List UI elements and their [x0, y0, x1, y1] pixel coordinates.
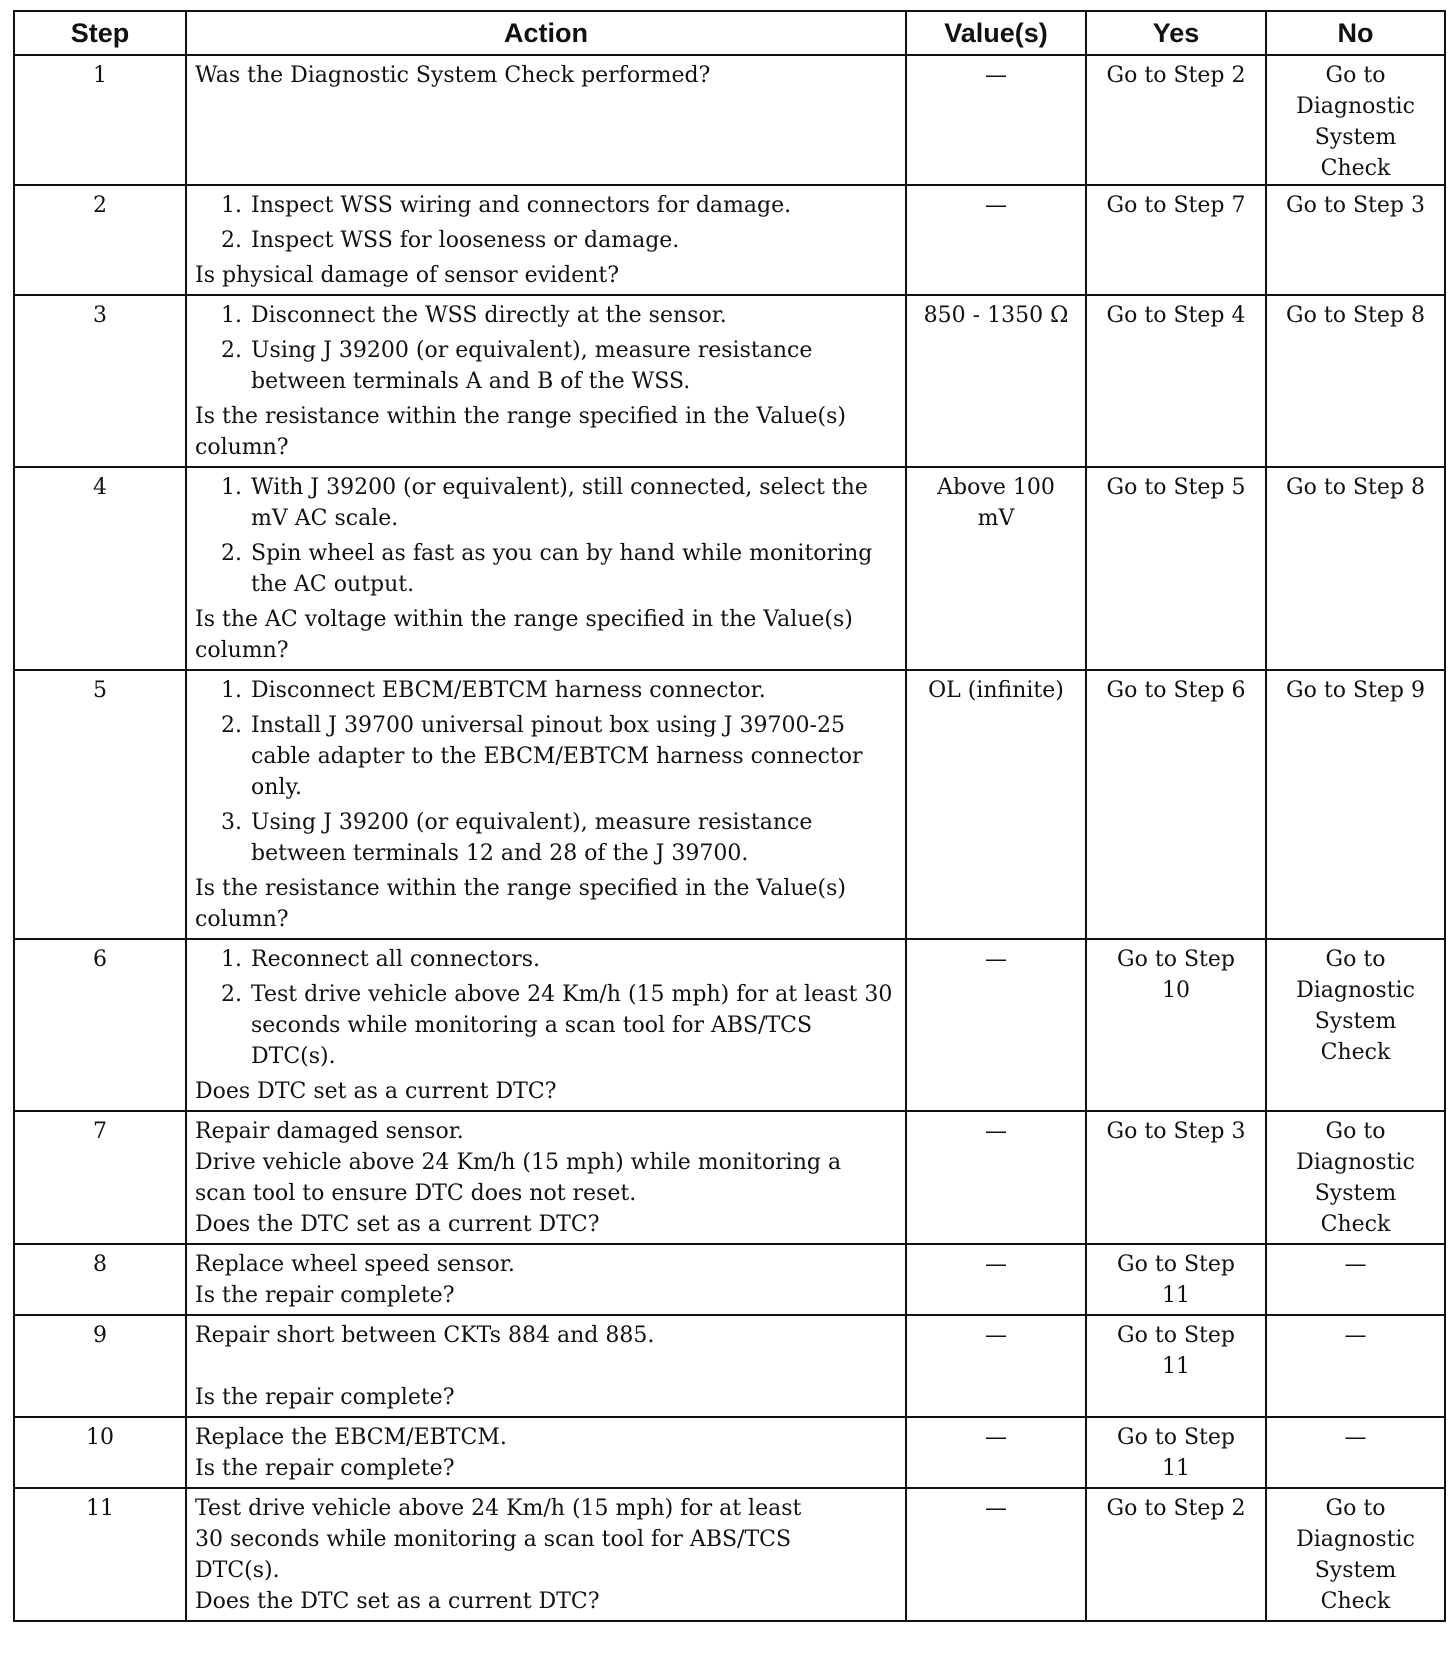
- yes-line: Go to Step: [1117, 1323, 1235, 1348]
- header-step: Step: [14, 11, 186, 55]
- step-number: 6: [14, 939, 186, 1111]
- value-line: 850 - 1350 Ω: [923, 303, 1069, 328]
- no-line: Go to Step 3: [1286, 193, 1425, 218]
- yes-line: Go to Step: [1117, 947, 1235, 972]
- yes-cell: [1086, 1111, 1266, 1244]
- action-text-line: Is the repair complete?: [195, 1385, 455, 1410]
- action-step-item: 2. Inspect WSS for looseness or damage.: [249, 225, 897, 256]
- no-line: System: [1314, 125, 1397, 150]
- step-number: 1: [14, 55, 186, 185]
- value-cell: [906, 670, 1086, 939]
- step-number: 2: [14, 185, 186, 295]
- header-no: No: [1266, 11, 1445, 55]
- yes-line: 10: [1162, 978, 1190, 1003]
- action-step-item: 3. Using J 39200 (or equivalent), measure resistance between terminals 12 and 28 of the J 39700.: [249, 807, 897, 869]
- no-line: Go to Step 9: [1286, 678, 1425, 703]
- no-cell: [1266, 1488, 1445, 1621]
- action-step-list: [195, 944, 897, 1072]
- no-line: Go to: [1325, 1119, 1386, 1144]
- step-number: 8: [14, 1244, 186, 1315]
- no-line: Go to: [1325, 63, 1386, 88]
- action-step-item: 2. Spin wheel as fast as you can by hand while monitoring the AC output.: [249, 538, 897, 600]
- no-cell: [1266, 1315, 1445, 1417]
- action-text-line: Does the DTC set as a current DTC?: [195, 1589, 600, 1614]
- no-line: System: [1314, 1558, 1397, 1583]
- value-cell: [906, 1111, 1086, 1244]
- value-cell: [906, 939, 1086, 1111]
- table-row: [14, 467, 1445, 670]
- value-line: OL (infinite): [928, 678, 1064, 703]
- table-row: [14, 1315, 1445, 1417]
- value-line: —: [985, 1496, 1007, 1521]
- action-cell: [186, 1315, 906, 1417]
- action-cell: [186, 295, 906, 467]
- yes-cell: [1086, 1244, 1266, 1315]
- value-line: —: [985, 1323, 1007, 1348]
- no-line: System: [1314, 1181, 1397, 1206]
- no-cell: [1266, 295, 1445, 467]
- action-step-item: 1. With J 39200 (or equivalent), still connected, select the mV AC scale.: [249, 472, 897, 534]
- action-cell: [186, 185, 906, 295]
- no-line: Check: [1320, 1589, 1391, 1614]
- no-line: —: [1344, 1323, 1367, 1348]
- table-row: [14, 939, 1445, 1111]
- yes-cell: [1086, 467, 1266, 670]
- yes-line: Go to Step 2: [1106, 63, 1246, 88]
- step-number: 11: [14, 1488, 186, 1621]
- no-line: Check: [1320, 1040, 1391, 1065]
- action-text-line: Is the resistance within the range specified in the Value(s) column?: [195, 404, 847, 460]
- value-line: —: [985, 63, 1007, 88]
- yes-cell: [1086, 1488, 1266, 1621]
- action-step-list: [195, 190, 897, 256]
- action-cell: [186, 1111, 906, 1244]
- header-yes: Yes: [1086, 11, 1266, 55]
- action-text-line: Is the resistance within the range specified in the Value(s) column?: [195, 876, 847, 932]
- action-cell: [186, 1488, 906, 1621]
- no-line: Go to Step 8: [1286, 475, 1425, 500]
- yes-line: Go to Step 6: [1106, 678, 1246, 703]
- no-cell: [1266, 1417, 1445, 1488]
- action-step-item: 2. Install J 39700 universal pinout box using J 39700-25 cable adapter to the EBCM/EBTCM harness connector only.: [249, 710, 897, 803]
- yes-cell: [1086, 55, 1266, 185]
- yes-cell: [1086, 295, 1266, 467]
- yes-cell: [1086, 670, 1266, 939]
- action-step-item: 1. Inspect WSS wiring and connectors for damage.: [249, 190, 897, 221]
- action-text-line: DTC(s).: [195, 1558, 280, 1583]
- no-cell: [1266, 55, 1445, 185]
- action-text-line: Replace wheel speed sensor.: [195, 1252, 515, 1277]
- action-cell: [186, 670, 906, 939]
- step-number: 10: [14, 1417, 186, 1488]
- action-text-line: Repair short between CKTs 884 and 885.: [195, 1323, 655, 1348]
- value-cell: [906, 1488, 1086, 1621]
- yes-line: 11: [1162, 1354, 1190, 1379]
- no-cell: [1266, 670, 1445, 939]
- no-line: Go to: [1325, 1496, 1386, 1521]
- yes-line: 11: [1162, 1283, 1190, 1308]
- no-cell: [1266, 467, 1445, 670]
- table-row: [14, 1417, 1445, 1488]
- value-line: Above 100: [937, 475, 1055, 500]
- yes-cell: [1086, 939, 1266, 1111]
- step-number: 3: [14, 295, 186, 467]
- action-text-line: Test drive vehicle above 24 Km/h (15 mph) for at least: [195, 1496, 802, 1521]
- action-text-line: Was the Diagnostic System Check performed?: [195, 63, 711, 88]
- table-body: [14, 55, 1445, 1621]
- no-line: Check: [1320, 1212, 1391, 1237]
- table-row: [14, 185, 1445, 295]
- action-text-line: Is the repair complete?: [195, 1283, 455, 1308]
- action-text-line: Is the AC voltage within the range specified in the Value(s) column?: [195, 607, 853, 663]
- value-cell: [906, 185, 1086, 295]
- no-cell: [1266, 1244, 1445, 1315]
- action-text-line: [195, 1351, 897, 1382]
- action-cell: [186, 1417, 906, 1488]
- action-step-list: [195, 472, 897, 600]
- diagnostic-table: [13, 10, 1446, 1622]
- no-line: Diagnostic: [1296, 1527, 1415, 1552]
- yes-line: Go to Step 7: [1106, 193, 1246, 218]
- value-cell: [906, 1315, 1086, 1417]
- yes-cell: [1086, 1417, 1266, 1488]
- table-row: [14, 55, 1445, 185]
- action-step-list: [195, 300, 897, 397]
- action-cell: [186, 1244, 906, 1315]
- value-line: —: [985, 1119, 1007, 1144]
- action-text-line: Is the repair complete?: [195, 1456, 455, 1481]
- step-number: 7: [14, 1111, 186, 1244]
- value-line: —: [985, 947, 1007, 972]
- value-line: mV: [977, 506, 1015, 531]
- table-row: [14, 1111, 1445, 1244]
- value-cell: [906, 295, 1086, 467]
- action-step-list: [195, 675, 897, 869]
- no-line: —: [1344, 1425, 1367, 1450]
- yes-line: Go to Step: [1117, 1252, 1235, 1277]
- no-line: System: [1314, 1009, 1397, 1034]
- action-text-line: Does DTC set as a current DTC?: [195, 1079, 557, 1104]
- header-values: Value(s): [906, 11, 1086, 55]
- no-line: Diagnostic: [1296, 94, 1415, 119]
- header-row: [14, 11, 1445, 55]
- no-line: Diagnostic: [1296, 978, 1415, 1003]
- action-cell: [186, 467, 906, 670]
- no-line: Check: [1320, 156, 1391, 181]
- no-line: Go to: [1325, 947, 1386, 972]
- action-text-line: 30 seconds while monitoring a scan tool for ABS/TCS: [195, 1527, 792, 1552]
- yes-line: Go to Step: [1117, 1425, 1235, 1450]
- no-cell: [1266, 1111, 1445, 1244]
- yes-line: Go to Step 5: [1106, 475, 1246, 500]
- value-cell: [906, 1244, 1086, 1315]
- action-cell: [186, 55, 906, 185]
- table-row: [14, 1244, 1445, 1315]
- no-line: Go to Step 8: [1286, 303, 1425, 328]
- step-number: 5: [14, 670, 186, 939]
- value-line: —: [985, 1252, 1007, 1277]
- action-text-line: Does the DTC set as a current DTC?: [195, 1212, 600, 1237]
- yes-line: Go to Step 3: [1106, 1119, 1246, 1144]
- header-action: Action: [186, 11, 906, 55]
- action-step-item: 1. Disconnect EBCM/EBTCM harness connector.: [249, 675, 897, 706]
- yes-cell: [1086, 1315, 1266, 1417]
- value-cell: [906, 1417, 1086, 1488]
- yes-line: 11: [1162, 1456, 1190, 1481]
- no-line: Diagnostic: [1296, 1150, 1415, 1175]
- yes-line: Go to Step 2: [1106, 1496, 1246, 1521]
- action-step-item: 1. Disconnect the WSS directly at the sensor.: [249, 300, 897, 331]
- value-cell: [906, 55, 1086, 185]
- no-cell: [1266, 939, 1445, 1111]
- no-cell: [1266, 185, 1445, 295]
- no-line: —: [1344, 1252, 1367, 1277]
- action-text-line: Repair damaged sensor.: [195, 1119, 464, 1144]
- action-text-line: Is physical damage of sensor evident?: [195, 263, 620, 288]
- action-cell: [186, 939, 906, 1111]
- value-line: —: [985, 193, 1007, 218]
- value-line: —: [985, 1425, 1007, 1450]
- step-number: 9: [14, 1315, 186, 1417]
- step-number: 4: [14, 467, 186, 670]
- yes-line: Go to Step 4: [1106, 303, 1246, 328]
- table-row: [14, 1488, 1445, 1621]
- action-step-item: 2. Using J 39200 (or equivalent), measure resistance between terminals A and B of the WSS.: [249, 335, 897, 397]
- action-step-item: 2. Test drive vehicle above 24 Km/h (15 mph) for at least 30 seconds while monitoring a scan tool for ABS/TCS DTC(s).: [249, 979, 897, 1072]
- action-step-item: 1. Reconnect all connectors.: [249, 944, 897, 975]
- action-text-line: Drive vehicle above 24 Km/h (15 mph) while monitoring a scan tool to ensure DTC does not reset.: [195, 1150, 842, 1206]
- table-row: [14, 670, 1445, 939]
- value-cell: [906, 467, 1086, 670]
- action-text-line: Replace the EBCM/EBTCM.: [195, 1425, 507, 1450]
- table-row: [14, 295, 1445, 467]
- yes-cell: [1086, 185, 1266, 295]
